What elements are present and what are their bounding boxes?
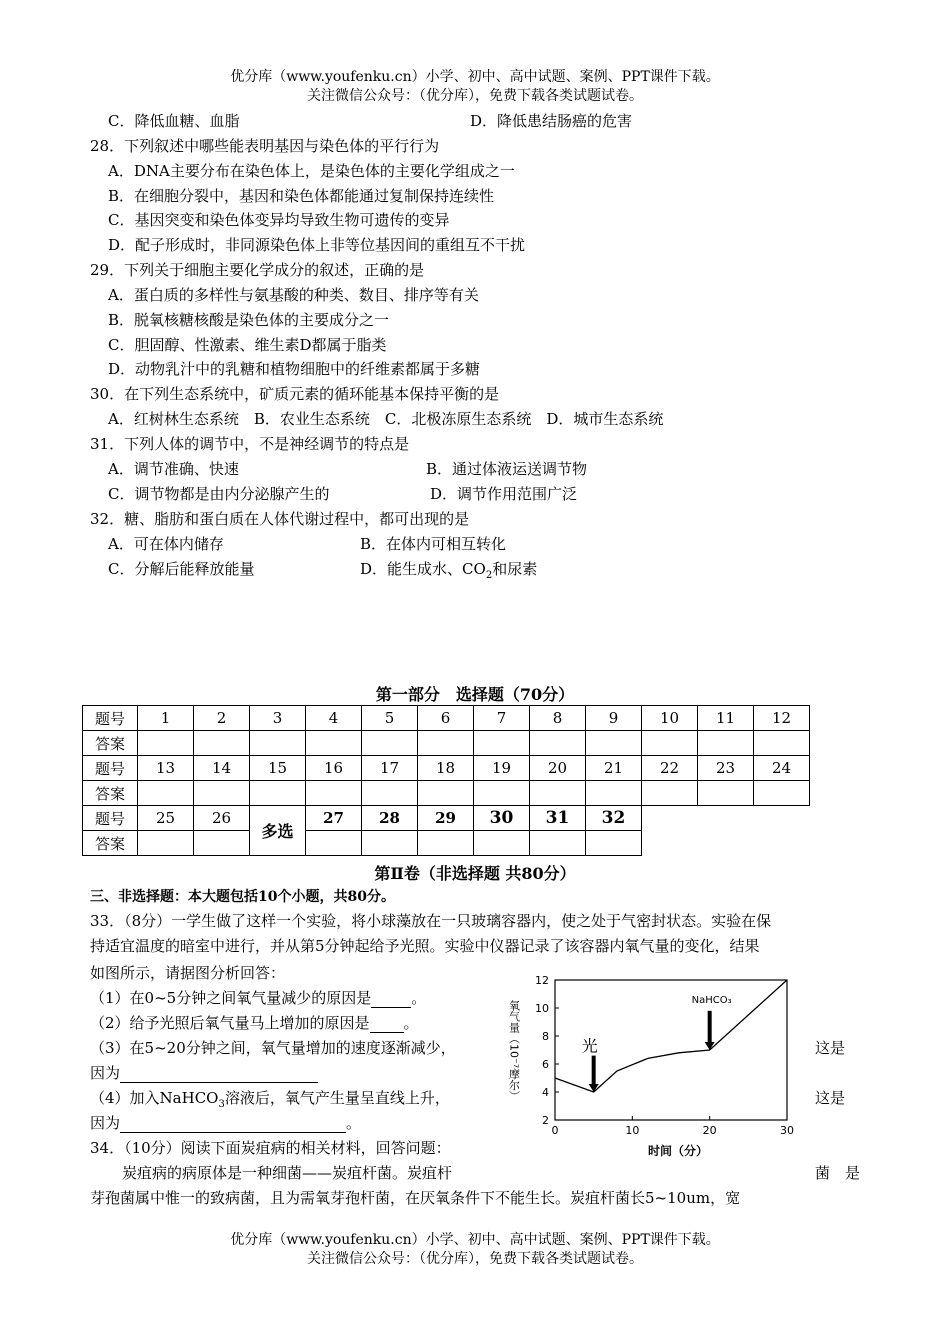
question-number: 23 [698, 756, 754, 781]
q33-sub-3-right: 这是 [815, 1039, 846, 1057]
table-row [83, 706, 810, 731]
answer-cell[interactable] [362, 781, 418, 806]
table-row [83, 731, 810, 756]
table-row [83, 831, 810, 856]
q29-option-d: D．动物乳汁中的乳糖和植物细胞中的纤维素都属于多糖 [108, 360, 481, 378]
question-number: 7 [474, 706, 530, 731]
y-tick-label: 12 [535, 974, 549, 987]
question-number: 6 [418, 706, 474, 731]
answer-cell[interactable] [586, 831, 642, 856]
answer-cell[interactable] [306, 731, 362, 756]
x-tick-label: 20 [702, 1124, 717, 1137]
question-number: 21 [586, 756, 642, 781]
answer-cell[interactable] [194, 781, 250, 806]
question-number: 24 [754, 756, 810, 781]
answer-cell[interactable] [418, 831, 474, 856]
answer-cell[interactable] [306, 831, 362, 856]
y-tick-label: 2 [542, 1114, 549, 1127]
q32-option-a: A．可在体内储存 [108, 535, 224, 553]
answer-label: 答案 [83, 731, 138, 756]
answer-sheet-title: 第一部分 选择题（70分） [375, 685, 575, 704]
answer-cell[interactable] [418, 781, 474, 806]
question-number-label: 题号 [83, 756, 138, 781]
question-number: 11 [698, 706, 754, 731]
answer-cell[interactable] [138, 831, 194, 856]
q33-line-2: 持适宜温度的暗室中进行，并从第5分钟起给予光照。实验中仪器记录了该容器内氧气量的变化，结果 [90, 937, 760, 955]
question-number: 30 [474, 806, 530, 831]
multi-choice-label: 多选 [250, 806, 306, 856]
question-number-label: 题号 [83, 706, 138, 731]
question-number-label: 题号 [83, 806, 138, 831]
answer-cell[interactable] [138, 781, 194, 806]
q34-line-2: 炭疽病的病原体是一种细菌——炭疽杆菌。炭疽杆 [122, 1164, 453, 1182]
q28-option-b: B．在细胞分裂中，基因和染色体都能通过复制保持连续性 [108, 187, 495, 205]
answer-cell[interactable] [194, 731, 250, 756]
answer-cell[interactable] [642, 781, 698, 806]
q31-option-d: D．调节作用范围广泛 [430, 485, 578, 503]
q34-line-3: 芽孢菌属中惟一的致病菌，且为需氧芽孢杆菌，在厌氧条件下不能生长。炭疽杆菌长5~10um，宽 [90, 1189, 741, 1207]
answer-cell[interactable] [698, 731, 754, 756]
q30-stem: 30．在下列生态系统中，矿质元素的循环能基本保持平衡的是 [90, 385, 500, 403]
q33-sub-3: （3）在5~20分钟之间，氧气量增加的速度逐渐减少， [90, 1039, 456, 1057]
answer-label: 答案 [83, 831, 138, 856]
question-number: 29 [418, 806, 474, 831]
question-number: 17 [362, 756, 418, 781]
table-row [83, 781, 810, 806]
question-number: 3 [250, 706, 306, 731]
header-line-2: 关注微信公众号：（优分库），免费下载各类试题试卷。 [307, 88, 643, 104]
q34-line-2-right: 菌 是 [815, 1164, 861, 1182]
q33-sub-4: （4）加入NaHCO$_3$溶液后，氧气产生量呈直线上升， [90, 1089, 450, 1110]
table-row [83, 756, 810, 781]
answer-cell[interactable] [530, 831, 586, 856]
section-heading: 三、非选择题：本大题包括10个小题，共80分。 [90, 889, 395, 905]
answer-cell[interactable] [474, 731, 530, 756]
q33-sub-2: （2）给予光照后氧气量马上增加的原因是 。 [90, 1014, 419, 1032]
answer-blank[interactable] [120, 1114, 346, 1133]
q28-option-d: D．配子形成时，非同源染色体上非等位基因间的重组互不干扰 [108, 236, 526, 254]
header-line-1: 优分库（www.youfenku.cn）小学、初中、高中试题、案例、PPT课件下载。 [230, 69, 720, 85]
question-number: 19 [474, 756, 530, 781]
question-number: 12 [754, 706, 810, 731]
answer-cell[interactable] [418, 731, 474, 756]
question-number: 27 [306, 806, 362, 831]
answer-cell[interactable] [586, 781, 642, 806]
x-tick-label: 0 [551, 1124, 559, 1137]
oxygen-chart [500, 965, 810, 1163]
annotation-label: NaHCO₃ [691, 994, 732, 1006]
y-tick-label: 8 [542, 1030, 549, 1043]
q29-option-b: B．脱氧核糖核酸是染色体的主要成分之一 [108, 311, 390, 329]
part2-title: 第Ⅱ卷（非选择题 共80分） [374, 864, 576, 883]
question-number: 32 [586, 806, 642, 831]
answer-cell[interactable] [194, 831, 250, 856]
answer-label: 答案 [83, 781, 138, 806]
q34-line-1: 34．（10分）阅读下面炭疽病的相关材料，回答问题： [90, 1139, 451, 1157]
answer-cell[interactable] [306, 781, 362, 806]
q29-stem: 29．下列关于细胞主要化学成分的叙述，正确的是 [90, 261, 425, 279]
question-number: 5 [362, 706, 418, 731]
question-number: 31 [530, 806, 586, 831]
question-number: 20 [530, 756, 586, 781]
question-number: 9 [586, 706, 642, 731]
answer-cell[interactable] [138, 731, 194, 756]
y-tick-label: 6 [542, 1058, 549, 1071]
q29-option-a: A．蛋白质的多样性与氨基酸的种类、数目、排序等有关 [108, 286, 479, 304]
chart-y-axis-label: 氧气量（10⁻⁷摩尔） [507, 1000, 521, 1102]
answer-cell[interactable] [754, 781, 810, 806]
q27-option-c: C．降低血糖、血脂 [108, 112, 240, 130]
answer-cell[interactable] [362, 831, 418, 856]
q31-option-b: B．通过体液运送调节物 [426, 460, 588, 478]
table-row [83, 806, 810, 831]
answer-cell[interactable] [474, 831, 530, 856]
q32-stem: 32．糖、脂肪和蛋白质在人体代谢过程中，都可出现的是 [90, 510, 470, 528]
question-number: 14 [194, 756, 250, 781]
q31-stem: 31．下列人体的调节中，不是神经调节的特点是 [90, 435, 410, 453]
answer-blank[interactable] [120, 1064, 318, 1083]
question-number: 1 [138, 706, 194, 731]
question-number: 10 [642, 706, 698, 731]
question-number: 16 [306, 756, 362, 781]
question-number: 28 [362, 806, 418, 831]
answer-sheet-table [82, 705, 810, 856]
q28-option-c: C．基因突变和染色体变异均导致生物可遗传的变异 [108, 211, 450, 229]
question-number: 13 [138, 756, 194, 781]
footer-line-2: 关注微信公众号：（优分库），免费下载各类试题试卷。 [307, 1251, 643, 1267]
annotation-label: 光 [581, 1036, 598, 1056]
chart-x-axis-label: 时间（分） [647, 1144, 709, 1158]
y-tick-label: 10 [535, 1002, 549, 1015]
x-tick-label: 30 [780, 1124, 794, 1137]
answer-cell[interactable] [530, 731, 586, 756]
question-number: 2 [194, 706, 250, 731]
q33-line-1: 33．（8分）一学生做了这样一个实验，将小球藻放在一只玻璃容器内，使之处于气密封状态。实验在保 [90, 912, 772, 930]
q29-option-c: C．胆固醇、性激素、维生素D都属于脂类 [108, 336, 387, 354]
question-number: 4 [306, 706, 362, 731]
q32-option-b: B．在体内可相互转化 [360, 535, 507, 553]
answer-cell[interactable] [474, 781, 530, 806]
q32-option-d: D．能生成水、$CO_2$和尿素 [360, 560, 538, 581]
q33-sub-4-cont: 因为 。 [90, 1114, 362, 1132]
answer-cell[interactable] [586, 731, 642, 756]
answer-blank[interactable] [371, 989, 411, 1008]
q33-sub-4-right: 这是 [815, 1089, 846, 1107]
q33-line-3: 如图所示，请据图分析回答： [90, 964, 286, 982]
q30-options: A．红树林生态系统 B．农业生态系统 C．北极冻原生态系统 D．城市生态系统 [108, 410, 664, 428]
question-number: 26 [194, 806, 250, 831]
question-number: 15 [250, 756, 306, 781]
answer-cell[interactable] [362, 731, 418, 756]
y-tick-label: 4 [542, 1086, 549, 1099]
answer-cell[interactable] [698, 781, 754, 806]
q33-sub-1: （1）在0~5分钟之间氧气量减少的原因是 。 [90, 989, 427, 1007]
answer-cell[interactable] [530, 781, 586, 806]
answer-cell[interactable] [250, 731, 306, 756]
q33-sub-3-cont: 因为 [90, 1062, 318, 1083]
question-number: 22 [642, 756, 698, 781]
answer-cell[interactable] [754, 731, 810, 756]
q28-stem: 28．下列叙述中哪些能表明基因与染色体的平行行为 [90, 137, 440, 155]
answer-cell[interactable] [250, 781, 306, 806]
answer-cell[interactable] [642, 731, 698, 756]
question-number: 18 [418, 756, 474, 781]
q27-option-d: D．降低患结肠癌的危害 [470, 112, 633, 130]
q32-option-c: C．分解后能释放能量 [108, 560, 255, 578]
answer-blank[interactable] [370, 1014, 404, 1033]
q31-option-c: C．调节物都是由内分泌腺产生的 [108, 485, 330, 503]
q31-option-a: A．调节准确、快速 [108, 460, 239, 478]
question-number: 25 [138, 806, 194, 831]
q28-option-a: A．DNA主要分布在染色体上，是染色体的主要化学组成之一 [108, 162, 515, 180]
x-tick-label: 10 [625, 1124, 640, 1137]
question-number: 8 [530, 706, 586, 731]
footer-line-1: 优分库（www.youfenku.cn）小学、初中、高中试题、案例、PPT课件下载。 [230, 1232, 720, 1248]
